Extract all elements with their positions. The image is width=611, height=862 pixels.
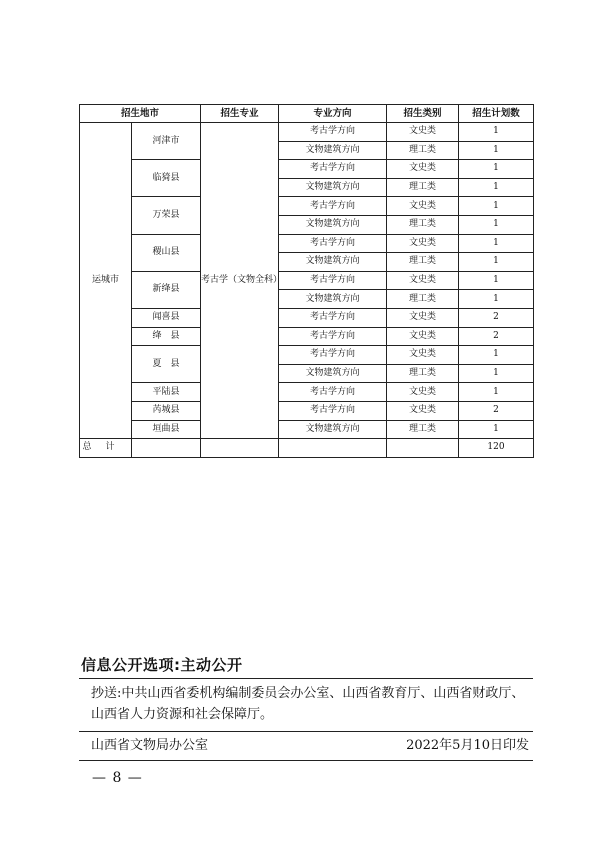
table-body [80,123,534,458]
direction-cell: 考古学方向 [279,160,387,179]
category-cell: 文史类 [387,327,459,346]
count-cell: 1 [459,253,534,272]
enrollment-plan-table [79,104,534,458]
category-cell: 文史类 [387,234,459,253]
count-cell: 1 [459,290,534,309]
category-cell: 文史类 [387,383,459,402]
major-cell: 考古学（文物全科） [201,123,279,439]
direction-cell: 考古学方向 [279,383,387,402]
county-cell: 垣曲县 [132,420,201,439]
total-row [80,439,534,458]
table-row [80,271,534,290]
direction-cell: 考古学方向 [279,401,387,420]
header-category: 招生类别 [387,105,459,123]
direction-cell: 考古学方向 [279,197,387,216]
count-cell: 1 [459,178,534,197]
count-cell: 1 [459,383,534,402]
category-cell: 文史类 [387,401,459,420]
empty-cell [132,439,201,458]
direction-cell: 文物建筑方向 [279,141,387,160]
table-row [80,346,534,365]
category-cell: 理工类 [387,364,459,383]
count-cell: 2 [459,327,534,346]
count-cell: 1 [459,215,534,234]
direction-cell: 考古学方向 [279,346,387,365]
footer-divider [79,760,533,761]
table-header-row [80,105,534,123]
total-label: 总计 [80,439,132,458]
county-cell: 河津市 [132,123,201,160]
total-value: 120 [459,439,534,458]
table-row [80,123,534,142]
direction-cell: 考古学方向 [279,234,387,253]
count-cell: 1 [459,364,534,383]
county-cell: 稷山县 [132,234,201,271]
empty-cell [201,439,279,458]
issue-date: 2022年5月10日印发 [406,738,529,753]
direction-cell: 考古学方向 [279,308,387,327]
direction-cell: 考古学方向 [279,123,387,142]
county-cell: 新绛县 [132,271,201,308]
count-cell: 1 [459,123,534,142]
table-row [80,308,534,327]
count-cell: 1 [459,160,534,179]
issuer-row [79,732,533,760]
empty-cell [387,439,459,458]
direction-cell: 文物建筑方向 [279,253,387,272]
county-cell: 临猗县 [132,160,201,197]
table-row [80,383,534,402]
table-row [80,160,534,179]
count-cell: 1 [459,271,534,290]
category-cell: 理工类 [387,420,459,439]
header-region: 招生地市 [80,105,201,123]
header-direction: 专业方向 [279,105,387,123]
county-cell: 夏 县 [132,346,201,383]
count-cell: 2 [459,308,534,327]
county-cell: 绛 县 [132,327,201,346]
county-cell: 平陆县 [132,383,201,402]
category-cell: 理工类 [387,290,459,309]
category-cell: 文史类 [387,123,459,142]
empty-cell [279,439,387,458]
table-row [80,197,534,216]
category-cell: 文史类 [387,197,459,216]
category-cell: 文史类 [387,271,459,290]
category-cell: 文史类 [387,308,459,327]
count-cell: 1 [459,420,534,439]
region-cell: 运城市 [80,123,132,439]
count-cell: 1 [459,234,534,253]
info-disclosure-option: 信息公开选项:主动公开 [81,656,243,674]
direction-cell: 文物建筑方向 [279,178,387,197]
table-row [80,234,534,253]
category-cell: 理工类 [387,141,459,160]
table-row [80,401,534,420]
direction-cell: 考古学方向 [279,327,387,346]
county-cell: 闻喜县 [132,308,201,327]
table-row [80,327,534,346]
table-row [80,420,534,439]
count-cell: 1 [459,346,534,365]
page-number: — 8 — [92,770,143,786]
issuer-name: 山西省文物局办公室 [91,738,209,753]
category-cell: 理工类 [387,215,459,234]
direction-cell: 文物建筑方向 [279,290,387,309]
category-cell: 文史类 [387,160,459,179]
category-cell: 理工类 [387,253,459,272]
county-cell: 芮城县 [132,401,201,420]
county-cell: 万荣县 [132,197,201,234]
count-cell: 1 [459,141,534,160]
header-count: 招生计划数 [459,105,534,123]
direction-cell: 文物建筑方向 [279,215,387,234]
header-major: 招生专业 [201,105,279,123]
direction-cell: 考古学方向 [279,271,387,290]
count-cell: 1 [459,197,534,216]
direction-cell: 文物建筑方向 [279,420,387,439]
category-cell: 理工类 [387,178,459,197]
direction-cell: 文物建筑方向 [279,364,387,383]
category-cell: 文史类 [387,346,459,365]
cc-recipients: 抄送:中共山西省委机构编制委员会办公室、山西省教育厅、山西省财政厅、山西省人力资源和社会保障厅。 [91,686,525,722]
document-footer [79,652,533,761]
count-cell: 2 [459,401,534,420]
